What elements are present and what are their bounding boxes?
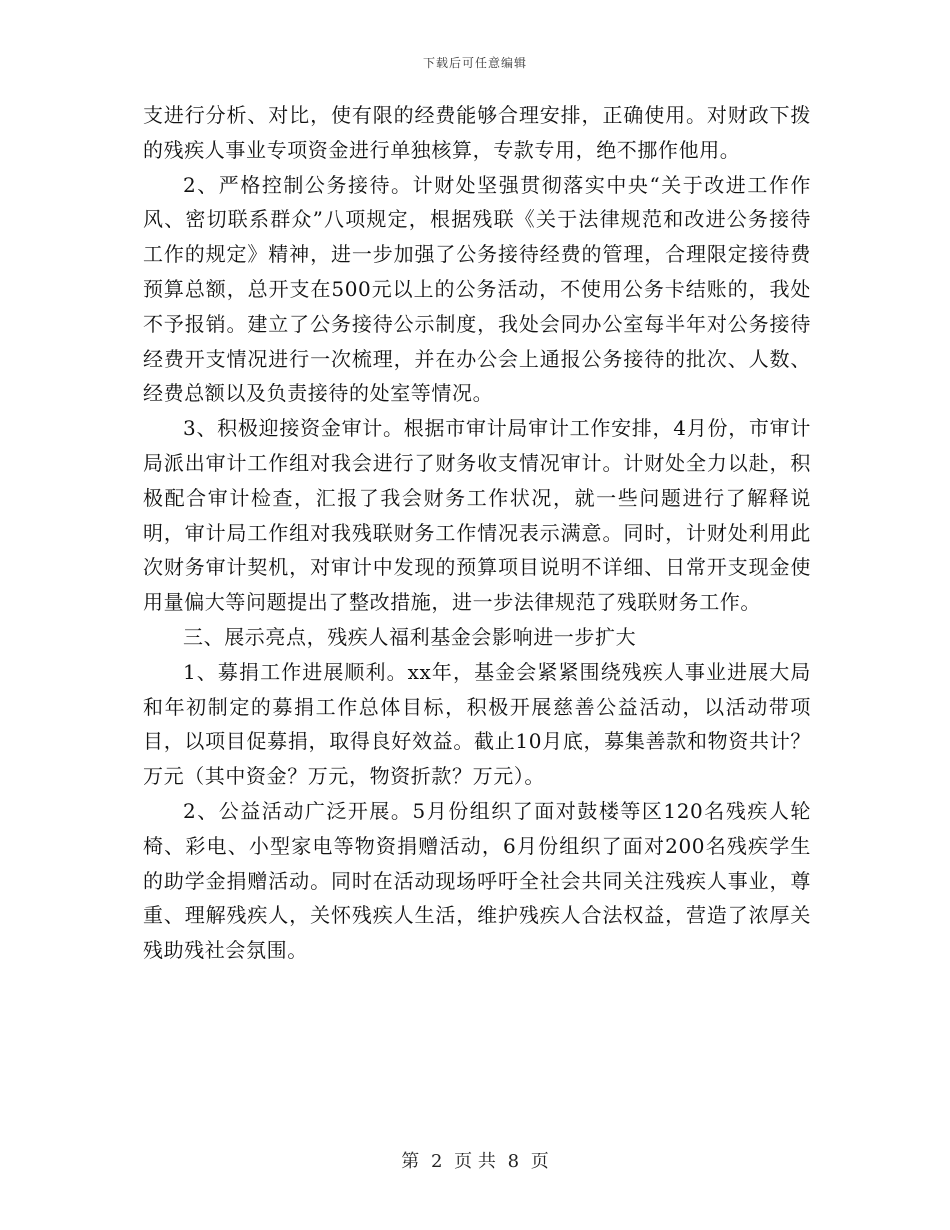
- paragraph-fundraising: 1、募捐工作进展顺利。xx年，基金会紧紧围绕残疾人事业进展大局和年初制定的募捐工作总体目标，积极开展慈善公益活动，以活动带项目，以项目促募捐，取得良好效益。截止10月底，募集善款和物资共计？万元（其中资金？万元，物资折款？万元）。: [143, 659, 811, 789]
- section-heading-foundation: 三、展示亮点，残疾人福利基金会影响进一步扩大: [183, 624, 637, 649]
- footer-suffix: 页: [530, 1151, 549, 1172]
- paragraph-reception-control: 2、严格控制公务接待。计财处坚强贯彻落实中央“关于改进工作作风、密切联系群众”八项规定，根据残联《关于法律规范和改进公务接待工作的规定》精神，进一步加强了公务接待经费的管理，合理限定接待费预算总额，总开支在500元以上的公务活动，不使用公务卡结账的，我处不予报销。建立了公务接待公示制度，我处会同办公室每半年对公务接待经费开支情况进行一次梳理，并在办公会上通报公务接待的批次、人数、经费总额以及负责接待的处室等情况。: [143, 172, 811, 406]
- page-footer: [0, 1147, 950, 1173]
- footer-middle: 页 共: [454, 1151, 496, 1172]
- footer-page-number: 2: [430, 1151, 443, 1172]
- footer-prefix: 第: [401, 1151, 420, 1172]
- document-body: [143, 98, 811, 968]
- footer-total-pages: 8: [507, 1151, 520, 1172]
- paragraph-fund-audit: 3、积极迎接资金审计。根据市审计局审计工作安排，4月份，市审计局派出审计工作组对我会进行了财务收支情况审计。计财处全力以赴，积极配合审计检查，汇报了我会财务工作状况，就一些问题进行了解释说明，审计局工作组对我残联财务工作情况表示满意。同时，计财处利用此次财务审计契机，对审计中发现的预算项目说明不详细、日常开支现金使用量偏大等问题提出了整改措施，进一步法律规范了残联财务工作。: [143, 416, 811, 615]
- page-header: 下载后可任意编辑: [422, 56, 527, 70]
- paragraph-charity-activities: 2、公益活动广泛开展。5月份组织了面对鼓楼等区120名残疾人轮椅、彩电、小型家电等物资捐赠活动，6月份组织了面对200名残疾学生的助学金捐赠活动。同时在活动现场呼吁全社会共同关注残疾人事业，尊重、理解残疾人，关怀残疾人生活，维护残疾人合法权益，营造了浓厚关残助残社会氛围。: [143, 798, 811, 963]
- paragraph-continuation: 支进行分析、对比，使有限的经费能够合理安排，正确使用。对财政下拨的残疾人事业专项资金进行单独核算，专款专用，绝不挪作他用。: [143, 103, 811, 162]
